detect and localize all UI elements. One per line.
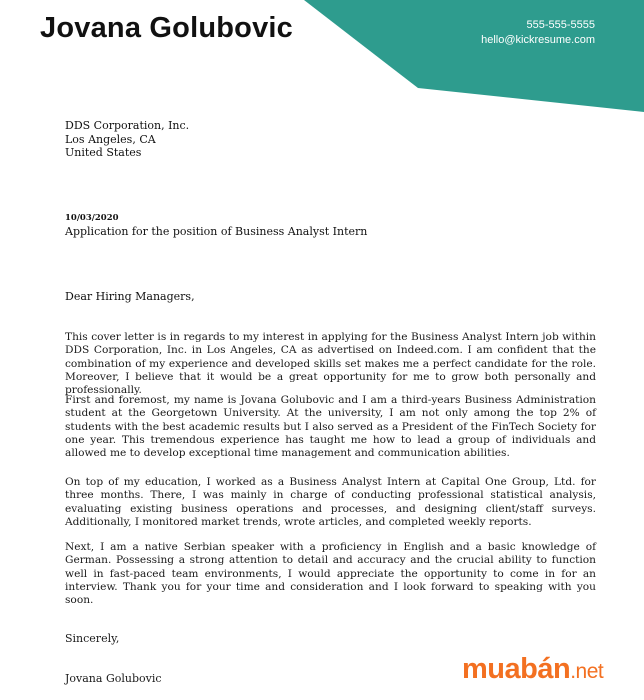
body-paragraph-1: This cover letter is in regards to my interest in applying for the Business Analyst Intern job within DDS Corporation, Inc. in Los Angeles, CA as advertised on Indeed.com. I am confident that the combination of my experience and developed skills set makes me a perfect candidate for the role. Moreover, I believe that it would be a great opportunity for me to grow both personally and professionally. (65, 331, 596, 397)
watermark-tld: .net (570, 660, 604, 683)
body-paragraph-4: Next, I am a native Serbian speaker with a proficiency in English and a basic knowledge of German. Possessing a strong attention to detail and accuracy and the crucial ability to function well in fast-paced team environments, I would appreciate the opportunity to come in for an interview. Thank you for your time and consideration and I look forward to speaking with you soon. (65, 541, 596, 607)
letter-date: 10/03/2020 (65, 213, 119, 223)
applicant-name: Jovana Golubovic (40, 12, 293, 44)
email-address[interactable]: hello@kickresume.com (481, 34, 595, 46)
body-paragraph-2: First and foremost, my name is Jovana Golubovic and I am a third-years Business Administration student at the Georgetown University. At the university, I am not only among the top 2% of students with the best academic results but I also served as a President of the FinTech Society for one year. This tremendous experience has taught me how to lead a group of individuals and allowed me to develop exceptional time management and communication abilities. (65, 394, 596, 460)
letter-closing: Sincerely, (65, 632, 120, 645)
body-paragraph-3: On top of my education, I worked as a Business Analyst Intern at Capital One Group, Ltd. for three months. There, I was mainly in charge of conducting professional statistical analysis, evaluating existing business operations and processes, and designing client/staff surveys. Additionally, I monitored market trends, wrote articles, and completed weekly reports. (65, 476, 596, 528)
letter-signature: Jovana Golubovic (65, 672, 162, 685)
letter-subject: Application for the position of Business Analyst Intern (65, 225, 368, 238)
muaban-watermark-logo (462, 652, 603, 689)
phone-number: 555-555-5555 (526, 19, 595, 31)
recipient-city: Los Angeles, CA (65, 132, 156, 146)
letter-greeting: Dear Hiring Managers, (65, 290, 195, 303)
recipient-country: United States (65, 146, 142, 159)
recipient-address (65, 119, 189, 160)
recipient-company: DDS Corporation, Inc. (65, 119, 190, 132)
watermark-brand: muabán (462, 653, 571, 685)
contact-block (481, 18, 595, 48)
